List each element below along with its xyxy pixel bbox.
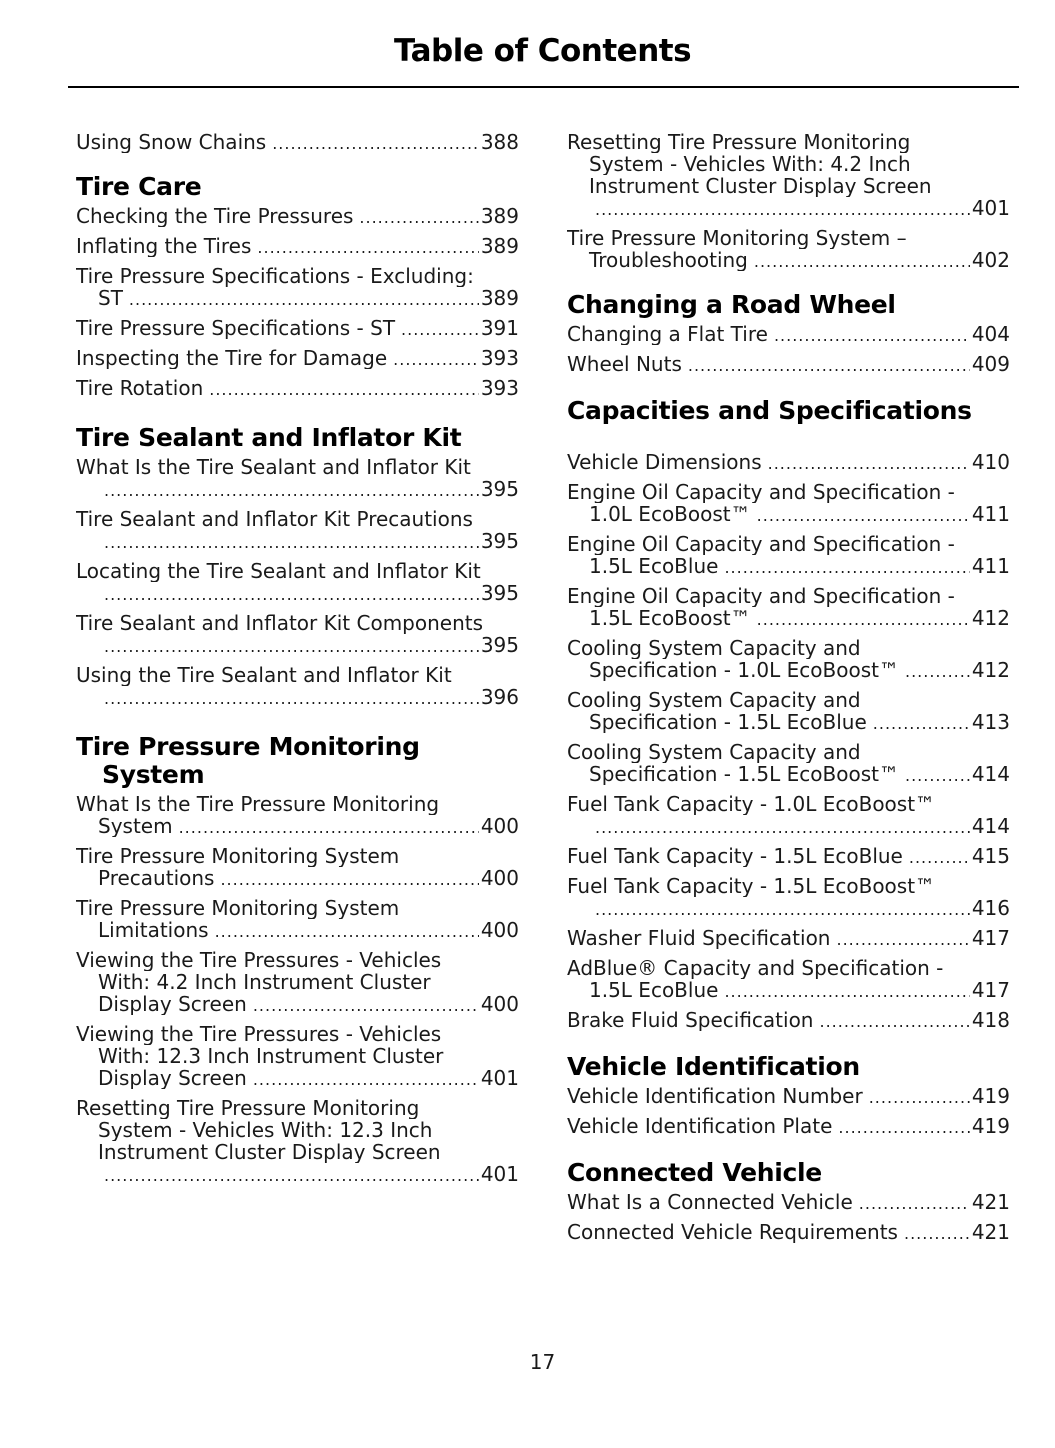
page-number: 17 [529, 1350, 556, 1374]
toc-page-number: 391 [480, 317, 519, 339]
toc-entry[interactable] [567, 957, 1010, 1001]
section-heading-vehicle-id: Vehicle Identification [567, 1052, 860, 1081]
toc-entry[interactable] [76, 508, 519, 552]
toc-entry-title: Tire Pressure Monitoring System [76, 845, 400, 867]
toc-entry[interactable] [76, 347, 519, 369]
toc-entry[interactable] [76, 664, 519, 708]
section-heading-tpms-line1: Tire Pressure Monitoring [76, 732, 420, 761]
toc-leader-dots [757, 609, 970, 629]
toc-entry[interactable] [567, 131, 1010, 219]
toc-leader-dots [104, 688, 479, 708]
toc-entry-title: With: 12.3 Inch Instrument Cluster [98, 1045, 444, 1067]
toc-entry-title: Tire Pressure Specifications - Excluding: [76, 265, 474, 287]
toc-page-number: 389 [480, 205, 519, 227]
section-heading-tire-care: Tire Care [76, 172, 202, 201]
toc-leader-dots [869, 1087, 970, 1107]
toc-entry-title: What Is a Connected Vehicle [567, 1191, 853, 1213]
toc-leader-dots [859, 1193, 970, 1213]
toc-entry-title: Inspecting the Tire for Damage [76, 347, 388, 369]
toc-entry-title: Resetting Tire Pressure Monitoring [567, 131, 911, 153]
toc-entry[interactable] [567, 1009, 1010, 1031]
toc-entry[interactable] [567, 323, 1010, 345]
toc-page-number: 396 [480, 686, 519, 708]
toc-entry[interactable] [76, 560, 519, 604]
toc-leader-dots [724, 557, 969, 577]
toc-entry-title: Specification - 1.0L EcoBoost™ [589, 659, 899, 681]
toc-leader-dots [179, 817, 479, 837]
toc-entry-title: Tire Sealant and Inflator Kit Precautions [76, 508, 473, 530]
toc-entry[interactable] [76, 456, 519, 500]
section-heading-capacities: Capacities and Specifications [567, 396, 972, 425]
toc-page-number: 395 [480, 530, 519, 552]
toc-leader-dots [215, 921, 479, 941]
toc-page-number: 388 [480, 131, 519, 153]
toc-entry-title: With: 4.2 Inch Instrument Cluster [98, 971, 431, 993]
section-heading-tpms-line2: System [102, 760, 205, 789]
toc-entry-title: Tire Pressure Monitoring System [76, 897, 400, 919]
toc-page-number: 409 [971, 353, 1010, 375]
toc-page-number: 389 [480, 235, 519, 257]
toc-entry-title: Washer Fluid Specification [567, 927, 831, 949]
toc-entry-title: Specification - 1.5L EcoBoost™ [589, 763, 899, 785]
toc-entry[interactable] [76, 1023, 519, 1089]
toc-entry-title: Cooling System Capacity and [567, 741, 861, 763]
toc-leader-dots [104, 532, 479, 552]
toc-page-number: 417 [971, 979, 1010, 1001]
toc-entry-title: Checking the Tire Pressures [76, 205, 354, 227]
section-heading-connected: Connected Vehicle [567, 1158, 822, 1187]
toc-entry-title: Using Snow Chains [76, 131, 267, 153]
toc-entry-title: Fuel Tank Capacity - 1.5L EcoBoost™ [567, 875, 936, 897]
toc-entry[interactable] [567, 741, 1010, 785]
toc-entry-title: Engine Oil Capacity and Specification - [567, 585, 955, 607]
toc-entry[interactable] [567, 533, 1010, 577]
toc-entry[interactable] [76, 205, 519, 227]
toc-leader-dots [104, 584, 479, 604]
toc-leader-dots [401, 319, 479, 339]
toc-leader-dots [595, 199, 970, 219]
toc-page-number: 411 [971, 503, 1010, 525]
toc-entry[interactable] [76, 377, 519, 399]
toc-entry-title: Tire Pressure Specifications - ST [76, 317, 396, 339]
toc-entry-title: Precautions [98, 867, 215, 889]
toc-page-number: 402 [971, 249, 1010, 271]
toc-leader-dots [774, 325, 970, 345]
toc-page-number: 393 [480, 377, 519, 399]
toc-entry-title: 1.5L EcoBlue [589, 555, 719, 577]
toc-page-number: 413 [971, 711, 1010, 733]
toc-entry[interactable] [76, 131, 519, 153]
toc-page-number: 400 [480, 867, 519, 889]
toc-entry[interactable] [76, 265, 519, 309]
toc-entry-title: System [98, 815, 173, 837]
toc-entry[interactable] [567, 689, 1010, 733]
toc-entry-title: Viewing the Tire Pressures - Vehicles [76, 949, 442, 971]
toc-entry[interactable] [567, 927, 1010, 949]
toc-entry-title: Resetting Tire Pressure Monitoring [76, 1097, 420, 1119]
toc-entry[interactable] [76, 1097, 519, 1185]
toc-page-number: 389 [480, 287, 519, 309]
toc-entry[interactable] [567, 1085, 1010, 1107]
toc-leader-dots [905, 765, 970, 785]
toc-leader-dots [905, 661, 970, 681]
toc-leader-dots [904, 1223, 970, 1243]
toc-leader-dots [104, 480, 479, 500]
toc-column-left [76, 131, 519, 1193]
toc-entry-title: Limitations [98, 919, 209, 941]
toc-entry[interactable] [76, 793, 519, 837]
toc-page-number: 395 [480, 582, 519, 604]
toc-entry-title: Instrument Cluster Display Screen [589, 175, 932, 197]
toc-page-number: 410 [971, 451, 1010, 473]
toc-entry-title: Wheel Nuts [567, 353, 682, 375]
toc-page-number: 418 [971, 1009, 1010, 1031]
toc-entry-title: AdBlue® Capacity and Specification - [567, 957, 944, 979]
toc-leader-dots [819, 1011, 969, 1031]
toc-page-number: 400 [480, 919, 519, 941]
toc-entry-title: 1.5L EcoBlue [589, 979, 719, 1001]
toc-page-number: 421 [971, 1221, 1010, 1243]
toc-entry-title: System - Vehicles With: 4.2 Inch [589, 153, 911, 175]
toc-entry[interactable] [76, 897, 519, 941]
toc-entry-title: Fuel Tank Capacity - 1.0L EcoBoost™ [567, 793, 936, 815]
toc-leader-dots [595, 817, 970, 837]
toc-entry-title: Cooling System Capacity and [567, 637, 861, 659]
toc-page-number: 401 [480, 1067, 519, 1089]
toc-leader-dots [837, 929, 970, 949]
toc-entry[interactable] [567, 1191, 1010, 1213]
toc-page-number: 412 [971, 659, 1010, 681]
toc-entry[interactable] [567, 451, 1010, 473]
toc-leader-dots [873, 713, 970, 733]
toc-leader-dots [595, 899, 970, 919]
toc-entry-title: Engine Oil Capacity and Specification - [567, 533, 955, 555]
toc-leader-dots [393, 349, 479, 369]
toc-entry-title: What Is the Tire Sealant and Inflator Kit [76, 456, 471, 478]
toc-page-number: 401 [480, 1163, 519, 1185]
toc-page-number: 395 [480, 634, 519, 656]
toc-entry-title: System - Vehicles With: 12.3 Inch [98, 1119, 433, 1141]
toc-entry-title: Specification - 1.5L EcoBlue [589, 711, 867, 733]
toc-leader-dots [220, 869, 478, 889]
toc-entry[interactable] [76, 949, 519, 1015]
toc-entry[interactable] [76, 317, 519, 339]
toc-entry-title: Vehicle Identification Number [567, 1085, 863, 1107]
toc-entry-title: Instrument Cluster Display Screen [98, 1141, 441, 1163]
toc-leader-dots [838, 1117, 969, 1137]
toc-entry-title: Vehicle Dimensions [567, 451, 762, 473]
toc-page-number: 419 [971, 1085, 1010, 1107]
toc-entry-title: Tire Sealant and Inflator Kit Components [76, 612, 484, 634]
toc-entry[interactable] [567, 793, 1010, 837]
toc-leader-dots [129, 289, 479, 309]
toc-page-number: 393 [480, 347, 519, 369]
toc-page-number: 416 [971, 897, 1010, 919]
toc-entry[interactable] [76, 845, 519, 889]
toc-page-number: 404 [971, 323, 1010, 345]
title-divider [68, 86, 1019, 88]
toc-entry-title: Viewing the Tire Pressures - Vehicles [76, 1023, 442, 1045]
toc-entry-title: Vehicle Identification Plate [567, 1115, 833, 1137]
toc-entry-title: Changing a Flat Tire [567, 323, 768, 345]
section-heading-road-wheel: Changing a Road Wheel [567, 290, 896, 319]
toc-entry[interactable] [567, 481, 1010, 525]
toc-page-number: 414 [971, 815, 1010, 837]
toc-entry-title: Brake Fluid Specification [567, 1009, 814, 1031]
toc-leader-dots [359, 207, 478, 227]
toc-entry[interactable] [567, 227, 1010, 271]
toc-leader-dots [257, 237, 478, 257]
toc-leader-dots [104, 1165, 479, 1185]
toc-entry-title: Connected Vehicle Requirements [567, 1221, 898, 1243]
toc-entry[interactable] [567, 353, 1010, 375]
toc-entry[interactable] [567, 637, 1010, 681]
toc-page-number: 412 [971, 607, 1010, 629]
toc-entry-title: Using the Tire Sealant and Inflator Kit [76, 664, 452, 686]
toc-entry[interactable] [567, 875, 1010, 919]
toc-entry[interactable] [76, 612, 519, 656]
toc-entry[interactable] [567, 1221, 1010, 1243]
toc-entry-title: Display Screen [98, 1067, 247, 1089]
toc-page-number: 419 [971, 1115, 1010, 1137]
toc-entry-title: Cooling System Capacity and [567, 689, 861, 711]
toc-entry-title: Fuel Tank Capacity - 1.5L EcoBlue [567, 845, 903, 867]
toc-page-number: 400 [480, 993, 519, 1015]
toc-leader-dots [757, 505, 970, 525]
toc-entry-title: What Is the Tire Pressure Monitoring [76, 793, 440, 815]
toc-leader-dots [754, 251, 970, 271]
toc-leader-dots [272, 133, 479, 153]
section-heading-tire-sealant: Tire Sealant and Inflator Kit [76, 423, 462, 452]
section-heading-tpms [76, 733, 519, 789]
toc-leader-dots [768, 453, 970, 473]
toc-entry-title: Tire Rotation [76, 377, 204, 399]
toc-entry[interactable] [76, 235, 519, 257]
toc-leader-dots [253, 1069, 479, 1089]
toc-leader-dots [688, 355, 970, 375]
toc-entry[interactable] [567, 585, 1010, 629]
toc-page-number: 415 [971, 845, 1010, 867]
toc-entry[interactable] [567, 845, 1010, 867]
toc-page-number: 401 [971, 197, 1010, 219]
toc-page-number: 395 [480, 478, 519, 500]
toc-page-number: 414 [971, 763, 1010, 785]
page-title: Table of Contents [393, 33, 692, 69]
toc-page-number: 417 [971, 927, 1010, 949]
toc-entry-title: Inflating the Tires [76, 235, 252, 257]
toc-entry-title: 1.5L EcoBoost™ [589, 607, 751, 629]
toc-column-right [567, 131, 1010, 1251]
toc-leader-dots [909, 847, 970, 867]
toc-page-number: 411 [971, 555, 1010, 577]
toc-entry-title: Locating the Tire Sealant and Inflator Kit [76, 560, 481, 582]
toc-entry-title: 1.0L EcoBoost™ [589, 503, 751, 525]
toc-entry-title: ST [98, 287, 123, 309]
toc-leader-dots [104, 636, 479, 656]
toc-entry-title: Engine Oil Capacity and Specification - [567, 481, 955, 503]
toc-entry-title: Troubleshooting [589, 249, 748, 271]
toc-entry-title: Tire Pressure Monitoring System – [567, 227, 907, 249]
toc-entry-title: Display Screen [98, 993, 247, 1015]
toc-leader-dots [724, 981, 969, 1001]
toc-leader-dots [253, 995, 479, 1015]
toc-leader-dots [209, 379, 479, 399]
toc-page-number: 421 [971, 1191, 1010, 1213]
toc-entry[interactable] [567, 1115, 1010, 1137]
toc-page-number: 400 [480, 815, 519, 837]
